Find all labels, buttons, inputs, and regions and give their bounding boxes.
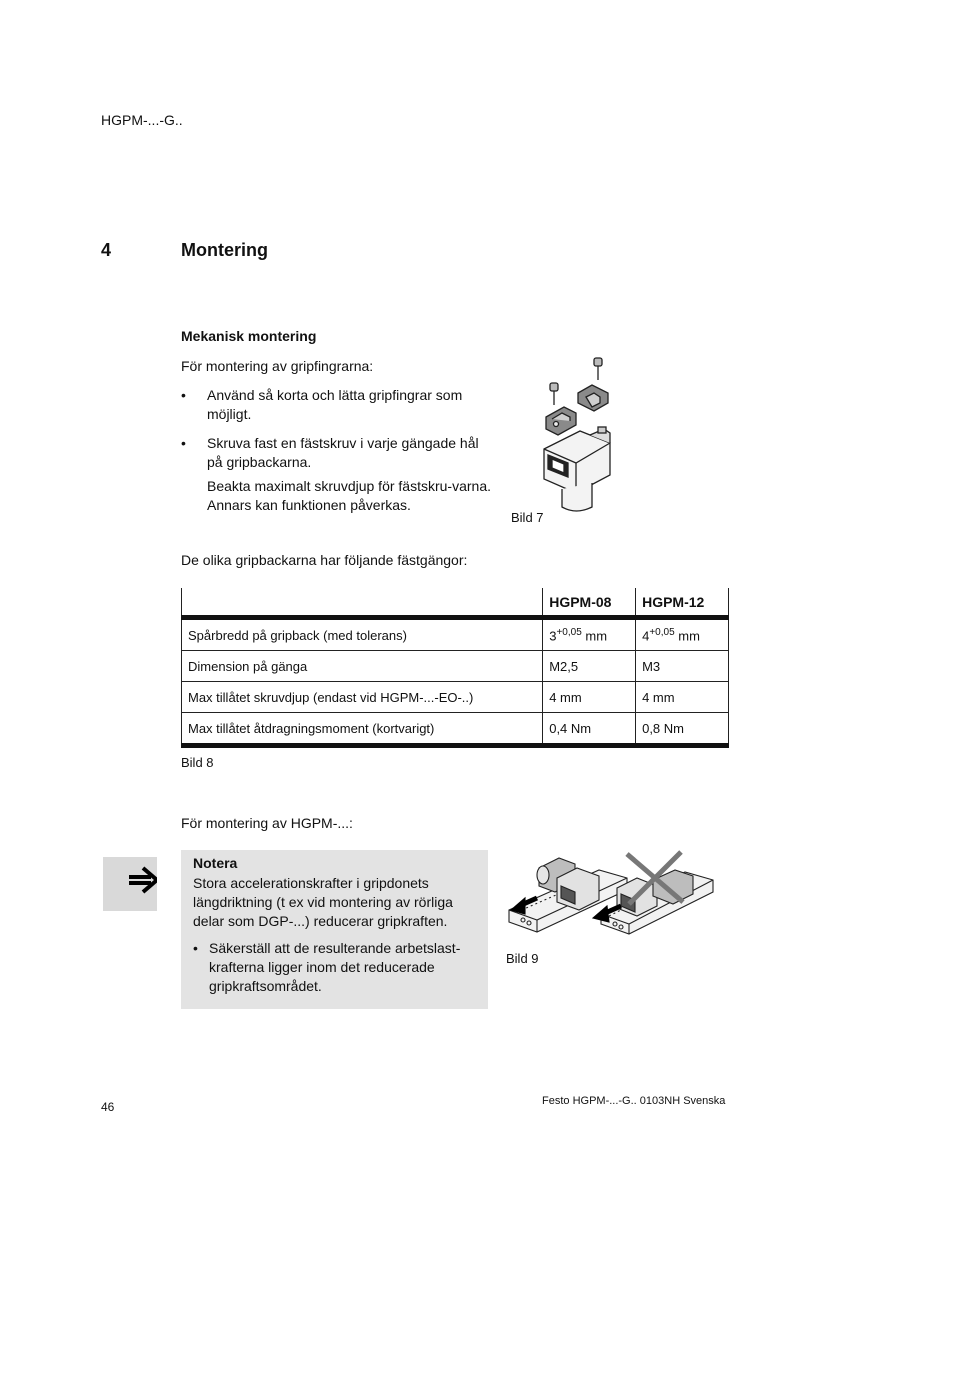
- value-unit: mm: [581, 628, 608, 644]
- table-cell-value: [636, 618, 729, 651]
- bullet-dot: •: [193, 940, 198, 956]
- footer-doc-info: Festo HGPM-...-G.. 0103NH Svenska: [542, 1095, 726, 1107]
- table-cell-value: 4 mm: [636, 682, 729, 713]
- gripper-illustration: [528, 355, 628, 515]
- value-base: 4: [642, 628, 650, 644]
- figure-7-caption: Bild 7: [511, 510, 544, 525]
- thread-spec-table: [181, 588, 729, 748]
- table-header-row: [182, 588, 729, 618]
- table-row: [182, 618, 729, 651]
- bullet-dot: •: [181, 435, 186, 451]
- mounting-intro: För montering av HGPM-...:: [181, 815, 353, 831]
- section-intro: För montering av gripfingrarna:: [181, 358, 374, 374]
- table-row: [182, 682, 729, 713]
- note-text: Stora accelerationskrafter i gripdonets längdriktning (t ex vid montering av rörliga delar som DGP-...) reducerar gripkraften.: [193, 875, 453, 929]
- bullet-text: Skruva fast en fästskruv i varje gängade hål på gripbackarna.: [207, 435, 479, 470]
- table-header-cell: HGPM-08: [543, 588, 636, 618]
- bullet-dot: •: [181, 387, 186, 403]
- table-cell-value: [543, 618, 636, 651]
- figure-8-caption: Bild 8: [181, 755, 214, 770]
- table-cell-value: 0,8 Nm: [636, 713, 729, 746]
- table-cell-value: 4 mm: [543, 682, 636, 713]
- note-marker: [103, 857, 157, 911]
- value-tolerance: +0,05: [649, 626, 675, 638]
- chapter-number: 4: [101, 240, 112, 260]
- arrow-right-icon: [103, 857, 157, 911]
- bullet-item: [181, 434, 491, 472]
- bullet-item: [181, 386, 491, 424]
- bullet-note: Beakta maximalt skruvdjup för fästskru-varna. Annars kan funktionen påverkas.: [207, 478, 491, 513]
- note-title: Notera: [193, 855, 238, 871]
- mounting-direction-illustration: [503, 848, 718, 940]
- table-cell-label: Max tillåtet skruvdjup (endast vid HGPM-...-EO-..): [182, 682, 543, 713]
- section-heading: Mekanisk montering: [181, 328, 317, 344]
- bullet-text: Använd så korta och lätta gripfingrar som möjligt.: [207, 387, 463, 422]
- table-header-cell: [182, 588, 543, 618]
- table-cell-value: M2,5: [543, 651, 636, 682]
- document-code-header: HGPM-...-G..: [101, 112, 183, 128]
- table-cell-value: 0,4 Nm: [543, 713, 636, 746]
- table-header-cell: HGPM-12: [636, 588, 729, 618]
- value-base: 3: [549, 628, 557, 644]
- value-unit: mm: [674, 628, 700, 644]
- page-number: 46: [101, 1100, 115, 1114]
- table-cell-value: M3: [636, 651, 729, 682]
- table-cell-label: Max tillåtet åtdragningsmoment (kortvarigt): [182, 713, 543, 746]
- note-bullet: [193, 939, 483, 996]
- value-tolerance: +0,05: [556, 626, 582, 638]
- table-row: [182, 713, 729, 746]
- figure-9-caption: Bild 9: [506, 951, 539, 966]
- table-cell-label: Dimension på gänga: [182, 651, 543, 682]
- note-bullet-text: Säkerställ att de resulterande arbetslast-krafterna ligger inom det reducerade gripkraftsområdet.: [209, 940, 461, 994]
- table-row: [182, 651, 729, 682]
- table-cell-label: Spårbredd på gripback (med tolerans): [182, 618, 543, 651]
- table-intro: De olika gripbackarna har följande fästgängor:: [181, 552, 468, 568]
- chapter-title: Montering: [181, 240, 268, 260]
